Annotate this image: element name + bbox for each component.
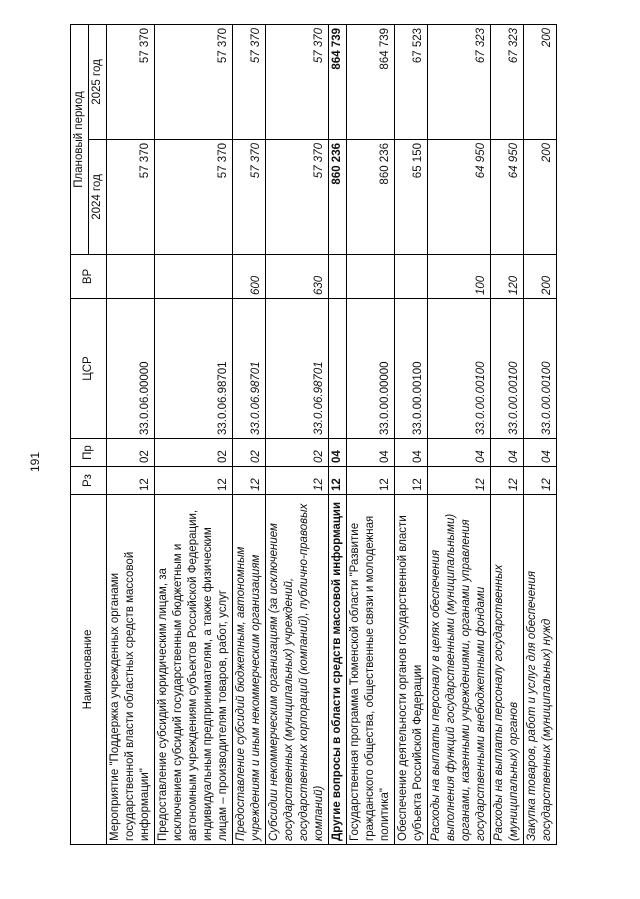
cell-vr	[155, 255, 233, 299]
header-pr: Пр	[71, 439, 107, 467]
table-row	[395, 24, 428, 844]
cell-name: Расходы на выплаты персоналу в целях обеспечения выполнения функций государственными (муниципальными) органами, казенными учреждениями, органами управления государственными внебюджетными фондами	[428, 495, 491, 845]
cell-y2025: 57 370	[233, 24, 266, 139]
header-name: Наименование	[71, 495, 107, 845]
cell-rz: 12	[491, 467, 524, 495]
cell-y2025: 57 370	[266, 24, 329, 139]
cell-vr	[329, 255, 347, 299]
cell-y2025: 67 523	[395, 24, 428, 139]
cell-rz: 12	[329, 467, 347, 495]
cell-csr: 33.0.06.98701	[155, 299, 233, 439]
cell-vr	[107, 255, 155, 299]
cell-pr: 04	[329, 439, 347, 467]
table-row	[233, 24, 266, 844]
cell-pr: 02	[107, 439, 155, 467]
cell-csr	[329, 299, 347, 439]
table-row	[329, 24, 347, 844]
cell-csr: 33.0.00.00100	[428, 299, 491, 439]
cell-vr: 100	[428, 255, 491, 299]
cell-y2024: 57 370	[266, 140, 329, 255]
cell-y2024: 57 370	[233, 140, 266, 255]
cell-name: Расходы на выплаты персоналу государственных (муниципальных) органов	[491, 495, 524, 845]
table-row	[107, 24, 155, 844]
cell-rz: 12	[107, 467, 155, 495]
cell-csr: 33.0.00.00100	[395, 299, 428, 439]
cell-y2025: 200	[524, 24, 557, 139]
table-row	[524, 24, 557, 844]
cell-pr: 04	[428, 439, 491, 467]
budget-table	[70, 24, 557, 845]
cell-rz: 12	[347, 467, 395, 495]
cell-rz: 12	[155, 467, 233, 495]
cell-pr: 04	[491, 439, 524, 467]
header-2025: 2025 год	[89, 24, 107, 139]
table-row	[491, 24, 524, 844]
table-row	[347, 24, 395, 844]
cell-y2025: 67 323	[491, 24, 524, 139]
table-row	[428, 24, 491, 844]
cell-vr: 630	[266, 255, 329, 299]
cell-csr: 33.0.06.98701	[266, 299, 329, 439]
cell-rz: 12	[428, 467, 491, 495]
cell-y2025: 864 739	[329, 24, 347, 139]
cell-name: Государственная программа Тюменской области "Развитие гражданского общества, общественные связи и молодежная политика"	[347, 495, 395, 845]
cell-vr: 200	[524, 255, 557, 299]
cell-name: Другие вопросы в области средств массовой информации	[329, 495, 347, 845]
cell-y2024: 57 370	[155, 140, 233, 255]
cell-csr: 33.0.06.00000	[107, 299, 155, 439]
cell-y2024: 64 950	[428, 140, 491, 255]
cell-y2024: 57 370	[107, 140, 155, 255]
cell-y2025: 57 370	[155, 24, 233, 139]
cell-y2025: 67 323	[428, 24, 491, 139]
page-number: 191	[28, 451, 42, 473]
cell-rz: 12	[524, 467, 557, 495]
cell-pr: 04	[395, 439, 428, 467]
cell-y2025: 57 370	[107, 24, 155, 139]
rotated-table-container	[70, 25, 570, 845]
header-2024: 2024 год	[89, 140, 107, 255]
table-row	[266, 24, 329, 844]
cell-name: Предоставление субсидий бюджетным, автономным учреждениям и иным некоммерческим организациям	[233, 495, 266, 845]
cell-csr: 33.0.00.00100	[491, 299, 524, 439]
cell-name: Закупка товаров, работ и услуг для обеспечения государственных (муниципальных) нужд	[524, 495, 557, 845]
table-body	[107, 24, 557, 844]
cell-y2024: 860 236	[329, 140, 347, 255]
cell-y2024: 65 150	[395, 140, 428, 255]
cell-y2024: 200	[524, 140, 557, 255]
cell-pr: 02	[155, 439, 233, 467]
cell-csr: 33.0.00.00100	[524, 299, 557, 439]
cell-csr: 33.0.00.00000	[347, 299, 395, 439]
header-csr: ЦСР	[71, 299, 107, 439]
cell-name: Обеспечение деятельности органов государственной власти субъекта Российской Федерации	[395, 495, 428, 845]
cell-name: Субсидии некоммерческим организациям (за исключением государственных (муниципальных) учреждений, государственных корпораций (компаний), публично-правовых компаний)	[266, 495, 329, 845]
cell-vr: 120	[491, 255, 524, 299]
cell-y2024: 860 236	[347, 140, 395, 255]
cell-vr	[395, 255, 428, 299]
cell-name: Предоставление субсидий юридическим лицам, за исключением субсидий государственным бюджетным и автономным учреждениям субъектов Российской Федерации, индивидуальным предпринимателям, а также физическим лицам – производителям товаров, работ, услуг	[155, 495, 233, 845]
cell-csr: 33.0.06.98701	[233, 299, 266, 439]
cell-vr: 600	[233, 255, 266, 299]
table-row	[155, 24, 233, 844]
cell-y2025: 864 739	[347, 24, 395, 139]
cell-pr: 04	[347, 439, 395, 467]
cell-vr	[347, 255, 395, 299]
cell-rz: 12	[395, 467, 428, 495]
header-planned-period: Плановый период	[71, 24, 89, 254]
cell-pr: 02	[266, 439, 329, 467]
cell-y2024: 64 950	[491, 140, 524, 255]
header-rz: Рз	[71, 467, 107, 495]
header-vr: ВР	[71, 255, 107, 299]
cell-rz: 12	[233, 467, 266, 495]
cell-pr: 04	[524, 439, 557, 467]
cell-name: Мероприятие "Поддержка учрежденных органами государственной власти областных средств массовой информации"	[107, 495, 155, 845]
cell-rz: 12	[266, 467, 329, 495]
cell-pr: 02	[233, 439, 266, 467]
